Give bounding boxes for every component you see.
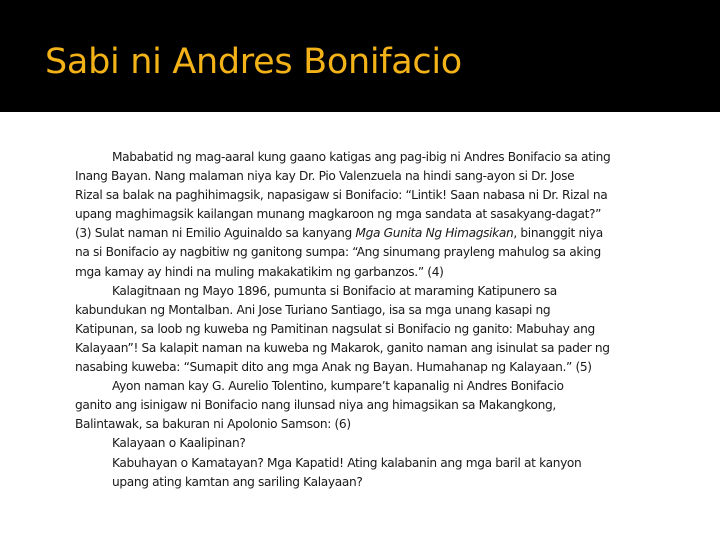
body-line: na si Bonifacio ay nagbitiw ng ganitong sumpa: “Ang sinumang prayleng mahulog sa aking xyxy=(75,245,601,260)
body-line xyxy=(75,224,685,243)
body-line: upang ating kamtan ang sariling Kalayaan? xyxy=(112,474,363,489)
body-line: Kabuhayan o Kamatayan? Mga Kapatid! Ating kalabanin ang mga baril at kanyon xyxy=(112,455,582,470)
body-line: Kalayaan o Kaalipinan? xyxy=(112,436,246,451)
book-title: Mga Gunita Ng Himagsikan xyxy=(355,226,514,241)
body-line: Kalagitnaan ng Mayo 1896, pumunta si Bonifacio at maraming Katipunero sa xyxy=(112,283,557,298)
slide-body xyxy=(75,148,685,492)
body-line: upang maghimagsik kailangan munang magkaroon ng mga sandata at sasakyang-dagat?” xyxy=(75,207,602,222)
body-line: Balintawak, sa bakuran ni Apolonio Samson: (6) xyxy=(75,417,351,432)
body-line: ganito ang isinigaw ni Bonifacio nang ilunsad niya ang himagsikan sa Makangkong, xyxy=(75,398,556,413)
slide-title: Sabi ni Andres Bonifacio xyxy=(45,42,462,82)
body-line: Mababatid ng mag-aaral kung gaano katigas ang pag-ibig ni Andres Bonifacio sa ating xyxy=(112,150,611,164)
body-line: Katipunan, sa loob ng kuweba ng Pamitinan nagsulat si Bonifacio ng ganito: Mabuhay ang xyxy=(75,321,595,336)
body-text-segment: (3) Sulat naman ni Emilio Aguinaldo sa kanyang xyxy=(75,226,356,241)
body-line: Kalayaan”! Sa kalapit naman na kuweba ng Makarok, ganito naman ang isinulat sa pader ng xyxy=(75,340,610,355)
title-bar xyxy=(0,0,720,112)
body-text-segment: , binanggit niya xyxy=(513,226,603,241)
body-line: mga kamay ay hindi na muling makakatikim ng garbanzos.” (4) xyxy=(75,264,444,279)
body-line: Inang Bayan. Nang malaman niya kay Dr. Pio Valenzuela na hindi sang-ayon si Dr. Jose xyxy=(75,169,575,184)
body-line: Ayon naman kay G. Aurelio Tolentino, kumpare’t kapanalig ni Andres Bonifacio xyxy=(112,379,564,394)
body-line: kabundukan ng Montalban. Ani Jose Turiano Santiago, isa sa mga unang kasapi ng xyxy=(75,302,551,317)
body-line: nasabing kuweba: “Sumapit dito ang mga Anak ng Bayan. Humahanap ng Kalayaan.” (5) xyxy=(75,360,592,375)
body-line: Rizal sa balak na paghihimagsik, napasigaw si Bonifacio: “Lintik! Saan nabasa ni Dr. Rizal na xyxy=(75,188,608,203)
